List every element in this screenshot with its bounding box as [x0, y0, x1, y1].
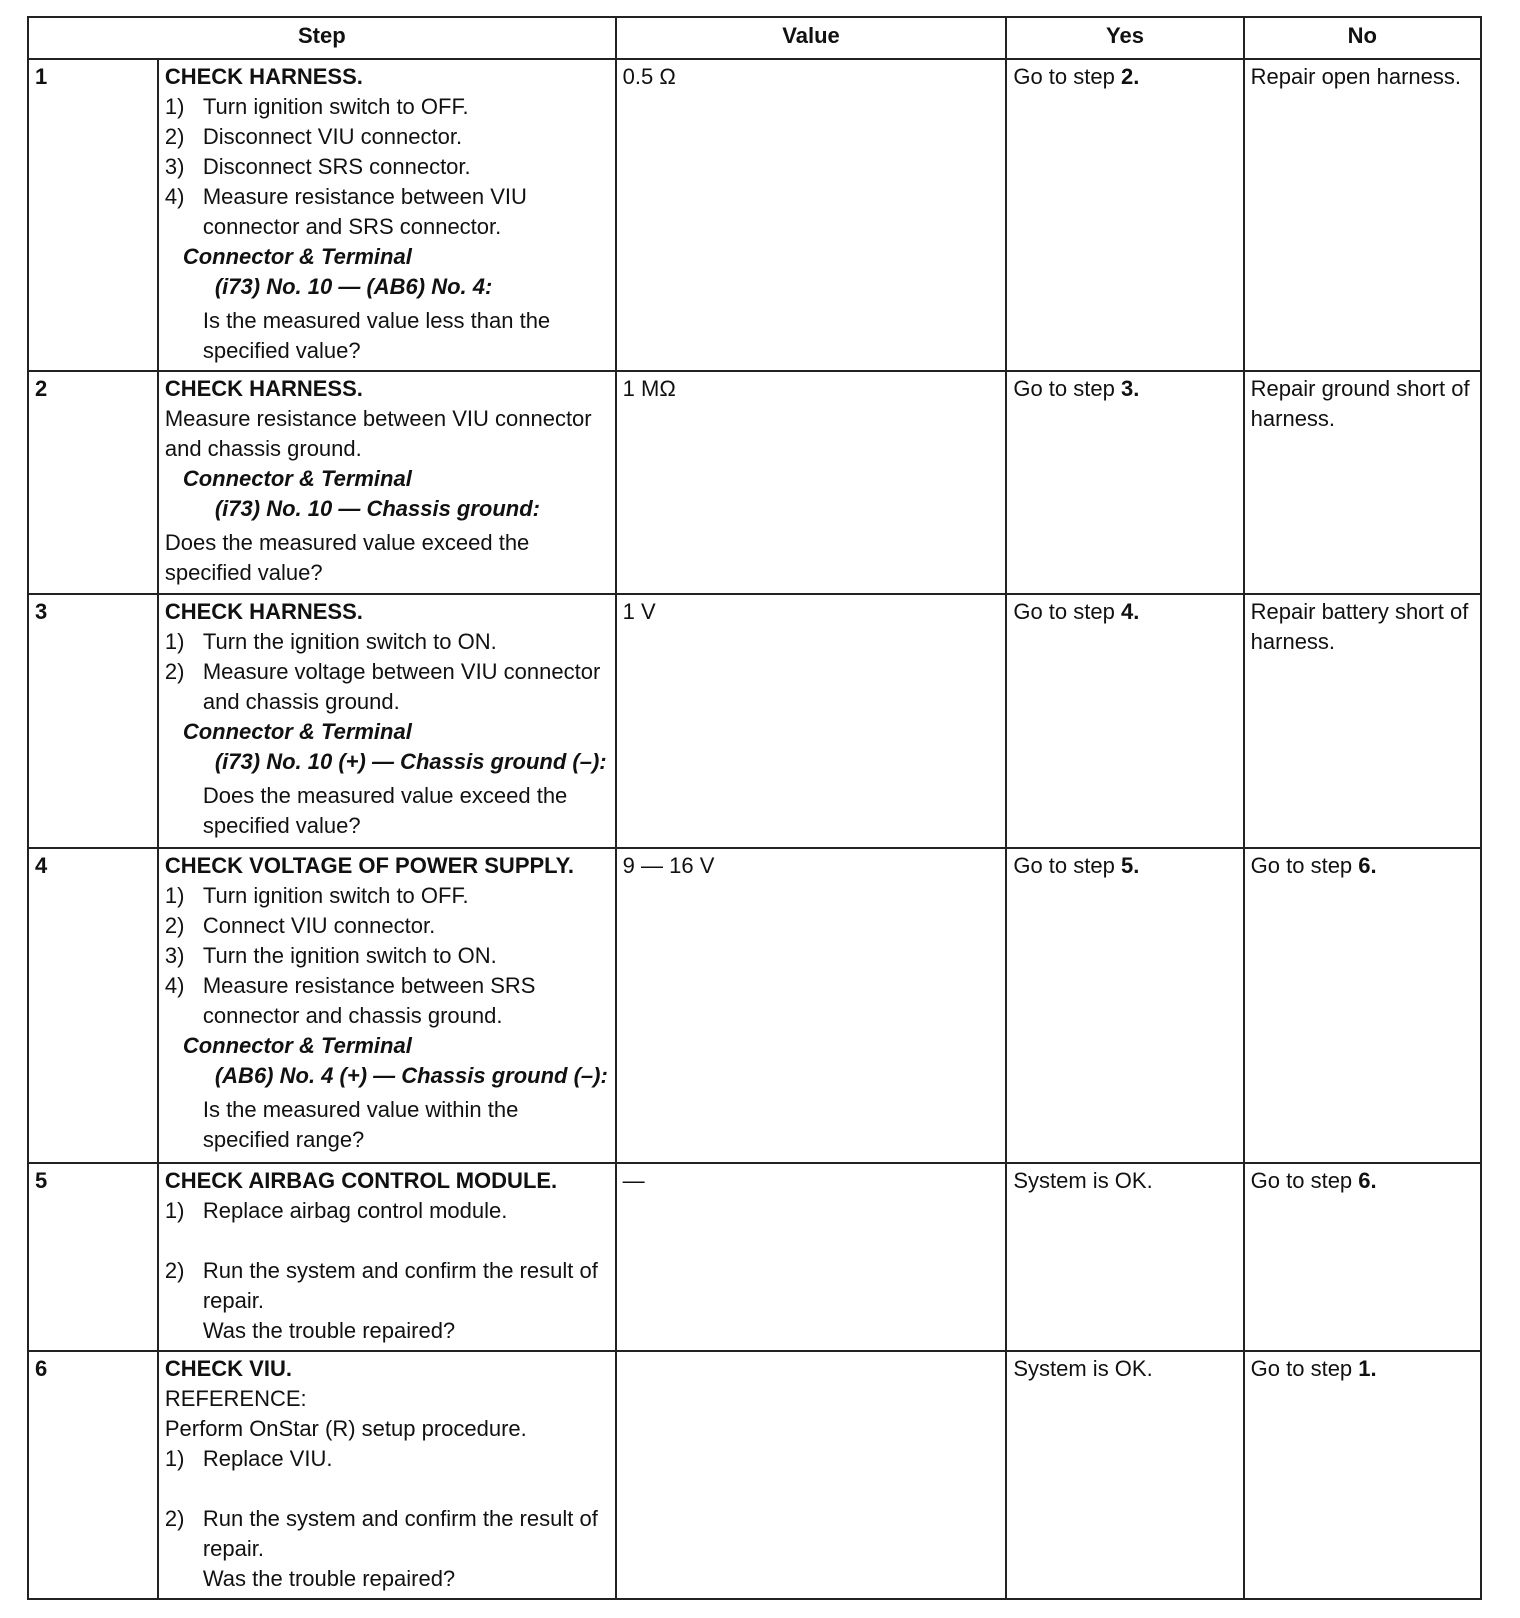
- yes-cell: Go to step 2.: [1006, 59, 1243, 371]
- list-item: 2) Connect VIU connector.: [164, 913, 436, 938]
- table-row: [28, 371, 1481, 594]
- table-row: [28, 848, 1481, 1163]
- step-question: Was the trouble repaired?: [202, 1566, 456, 1591]
- step-content: [158, 594, 616, 848]
- step-title: CHECK HARNESS.: [164, 64, 363, 89]
- terminal-spec: (i73) No. 10 — Chassis ground:: [214, 496, 541, 521]
- step-text: Measure resistance between VIU connector and chassis ground.: [164, 406, 592, 461]
- list-item: 1) Turn the ignition switch to ON.: [164, 629, 497, 654]
- connector-terminal-label: Connector & Terminal: [182, 244, 412, 269]
- step-ref: 3.: [1120, 376, 1140, 401]
- step-question: Was the trouble repaired?: [202, 1318, 456, 1343]
- step-title: CHECK VIU.: [164, 1356, 292, 1381]
- header-row: [28, 17, 1481, 59]
- list-item: 2) Run the system and confirm the result of repair.: [164, 1258, 598, 1313]
- value-cell: [616, 1351, 1007, 1599]
- reference-text: Perform OnStar (R) setup procedure.: [164, 1416, 527, 1441]
- step-number: 5: [28, 1163, 158, 1351]
- step-question: Does the measured value exceed the specified value?: [164, 530, 530, 585]
- yes-cell: Go to step 4.: [1006, 594, 1243, 848]
- step-title: CHECK HARNESS.: [164, 599, 363, 624]
- step-ref: 5.: [1120, 853, 1140, 878]
- connector-terminal-label: Connector & Terminal: [182, 466, 412, 491]
- list-item: 1) Turn ignition switch to OFF.: [164, 883, 469, 908]
- step-content: [158, 848, 616, 1163]
- diagnostic-table: [27, 16, 1482, 1600]
- step-ref: 4.: [1120, 599, 1140, 624]
- step-question: Is the measured value within the specified range?: [202, 1097, 519, 1152]
- step-ref: 1.: [1358, 1356, 1377, 1381]
- connector-terminal-label: Connector & Terminal: [182, 1033, 412, 1058]
- step-question: Is the measured value less than the specified value?: [202, 308, 551, 363]
- list-item: 4) Measure resistance between VIU connector and SRS connector.: [164, 184, 527, 239]
- reference-label: REFERENCE:: [164, 1386, 307, 1411]
- value-cell: —: [616, 1163, 1007, 1351]
- value-cell: 0.5 Ω: [616, 59, 1007, 371]
- list-item: 3) Turn the ignition switch to ON.: [164, 943, 497, 968]
- step-ref: 2.: [1120, 64, 1140, 89]
- terminal-spec: (i73) No. 10 (+) — Chassis ground (–):: [214, 749, 607, 774]
- step-title: CHECK HARNESS.: [164, 376, 363, 401]
- list-item: 1) Replace VIU.: [164, 1446, 333, 1471]
- no-cell: Go to step 6.: [1244, 1163, 1481, 1351]
- table-row: [28, 594, 1481, 848]
- list-item: 2) Measure voltage between VIU connector and chassis ground.: [164, 659, 601, 714]
- step-number: 6: [28, 1351, 158, 1599]
- list-item: 4) Measure resistance between SRS connector and chassis ground.: [164, 973, 536, 1028]
- connector-terminal-label: Connector & Terminal: [182, 719, 412, 744]
- header-step: Step: [28, 17, 616, 59]
- list-item: 2) Disconnect VIU connector.: [164, 124, 463, 149]
- yes-cell: System is OK.: [1006, 1163, 1243, 1351]
- yes-cell: Go to step 5.: [1006, 848, 1243, 1163]
- header-no: No: [1244, 17, 1481, 59]
- step-ref: 6.: [1358, 1168, 1377, 1193]
- terminal-spec: (AB6) No. 4 (+) — Chassis ground (–):: [214, 1063, 608, 1088]
- step-title: CHECK VOLTAGE OF POWER SUPPLY.: [164, 853, 574, 878]
- list-item: 3) Disconnect SRS connector.: [164, 154, 471, 179]
- list-item: 1) Replace airbag control module.: [164, 1198, 508, 1223]
- no-cell: Go to step 1.: [1244, 1351, 1481, 1599]
- step-number: 4: [28, 848, 158, 1163]
- step-number: 3: [28, 594, 158, 848]
- no-cell: Go to step 6.: [1244, 848, 1481, 1163]
- no-cell: Repair ground short of harness.: [1244, 371, 1481, 594]
- step-title: CHECK AIRBAG CONTROL MODULE.: [164, 1168, 558, 1193]
- value-cell: 1 MΩ: [616, 371, 1007, 594]
- list-item: 1) Turn ignition switch to OFF.: [164, 94, 469, 119]
- step-content: [158, 59, 616, 371]
- value-cell: 1 V: [616, 594, 1007, 848]
- terminal-spec: (i73) No. 10 — (AB6) No. 4:: [214, 274, 493, 299]
- step-number: 1: [28, 59, 158, 371]
- step-ref: 6.: [1358, 853, 1377, 878]
- table-row: [28, 59, 1481, 371]
- step-content: [158, 1163, 616, 1351]
- yes-cell: System is OK.: [1006, 1351, 1243, 1599]
- header-yes: Yes: [1006, 17, 1243, 59]
- table-row: [28, 1163, 1481, 1351]
- no-cell: Repair open harness.: [1244, 59, 1481, 371]
- header-value: Value: [616, 17, 1007, 59]
- value-cell: 9 — 16 V: [616, 848, 1007, 1163]
- table-row: [28, 1351, 1481, 1599]
- step-content: [158, 1351, 616, 1599]
- yes-cell: Go to step 3.: [1006, 371, 1243, 594]
- step-content: [158, 371, 616, 594]
- step-number: 2: [28, 371, 158, 594]
- step-question: Does the measured value exceed the specified value?: [202, 783, 568, 838]
- no-cell: Repair battery short of harness.: [1244, 594, 1481, 848]
- list-item: 2) Run the system and confirm the result of repair.: [164, 1506, 598, 1561]
